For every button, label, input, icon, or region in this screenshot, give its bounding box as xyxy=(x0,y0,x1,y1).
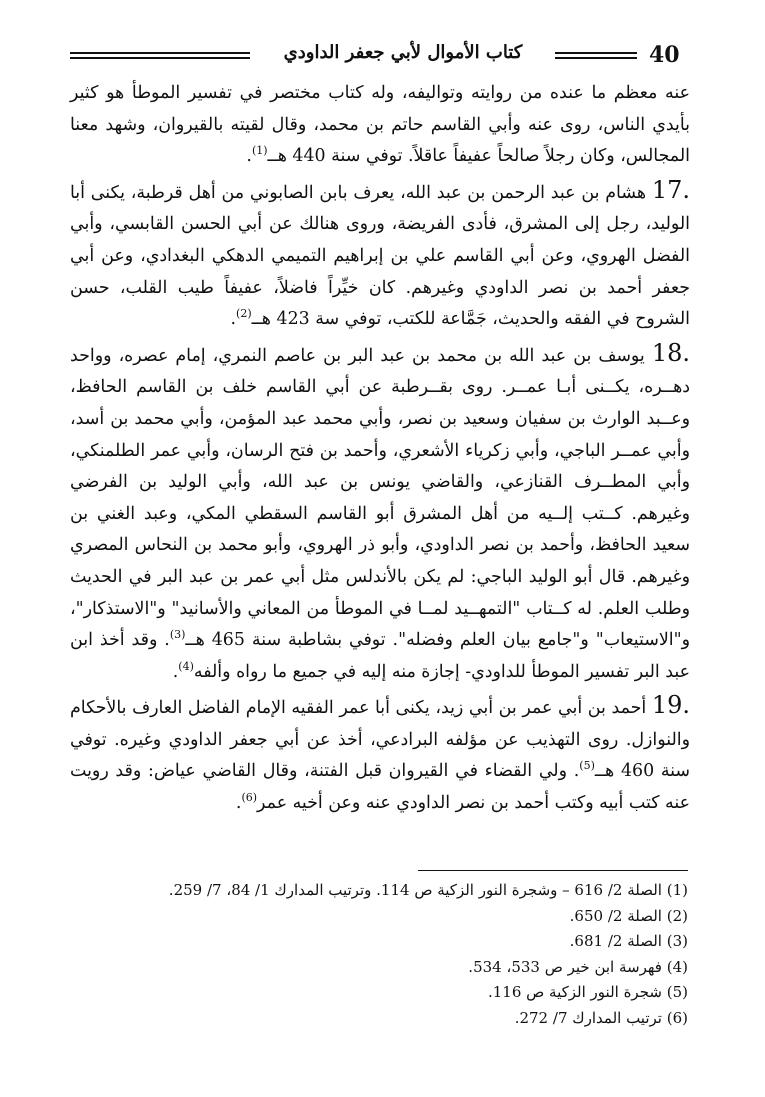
paragraph-text: . ولي القضاء في القيروان قبل الفتنة، وقال القاضي عياض: وقد رويت عنه كتب أبيه وكتب أحمد بن نصر الداودي عنه وعن أخيه عمر xyxy=(70,761,690,814)
header-rule-right xyxy=(555,52,637,59)
main-text xyxy=(70,78,690,822)
footnote-ref: (5) xyxy=(579,759,595,773)
footnotes xyxy=(70,878,688,1031)
footnote-item: (3) الصلة 2/ 681. xyxy=(569,932,688,950)
footnote-ref: (2) xyxy=(236,307,252,321)
paragraph-text: . وقد أخذ ابن عبد البر تفسير الموطأ للداودي- إجازة منه إليه في جميع ما رواه وألفه xyxy=(70,630,690,682)
footnote-item: (6) ترتيب المدارك 7/ 272. xyxy=(514,1008,688,1027)
paragraph-text: هشام بن عبد الرحمن بن عبد الله، يعرف بابن الصابوني من أهل قرطبة، يكنى أبا الوليد، رجل إلى المشرق، فأدى الفريضة، وروى هنالك عن أبي الحسن القابسي، وأبي الفضل الهروي، وعن أبي القاسم علي بن إبراهيم التميمي الدهكي البغدادي، وعن أبي جعفر أحمد بن نصر الداودي وغيرهم. كان خيِّراً فاضلاً، عفيفاً طيب القلب، حسن الشروح في الفقه والحديث، جَمَّاعة للكتب، توفي سة 423 هــ xyxy=(70,182,690,330)
paragraph-19: 19. أحمد بن أبي عمر بن أبي زيد، يكنى أبا عمر الفقيه الإمام الفاضل العارف بالأحكام والنوازل. روى التهذيب عن مؤلفه البرادعي، أخذ عن أبي جعفر الداودي وغيره. توفي سنة 460 هــ$^{(5)}$. ولي القضاء في القيروان قبل الفتنة، وقال القاضي عياض: وقد رويت عنه كتب أبيه وكتب أحمد بن نصر الداودي عنه وعن أخيه عمر$^{(6)}$. xyxy=(70,691,691,814)
entry-number: 18. xyxy=(651,338,690,367)
page-number: 40 xyxy=(649,42,680,68)
footnote-item: (4) فهرسة ابن خير ص 533، 534. xyxy=(468,957,688,976)
paragraph-18: 18. يوسف بن عبد الله بن محمد بن عبد البر بن عاصم النمري، إمام عصره، وواحد دهــره، يكــنى أبـا عمــر. روى بقــرطبة عن أبي القاسم خلف بن القاسم الحافظ، وعــبد الوارث بن سفيان وسعيد بن نصر، وأبي محمد عبد المؤمن، وأبي محمد بن أسد، وأبي عمــر الباجي، وأبي زكرياء الأشعري، وأحمد بن فتح الرسان، وأبي عمر الطلمنكي، وأبي المطــرف القنازعي، والقاضي يونس بن عبد الله، وأبي الوليد بن الفرضي وغيرهم. كــتب إلــيه من أهل المشرق أبو القاسم السقطي المكي، وعبد الغني بن سعيد الحافظ، وأحمد بن نصر الداودي، وأبو ذر الهروي، وأبو محمد بن النحاس المصري وغيرهم. قال أبو الوليد الباجي: لم يكن بالأندلس مثل أبي عمر بن عبد البر في الحديث وطلب العلم. له كــتاب "التمهــيد لمــا في الموطأ من المعاني والأسانيد" و"الاستذكار"، و"الاستيعاب" و"جامع بيان العلم وفضله". توفي بشاطبة سنة 465 هــ$^{(3)}$. وقد أخذ ابن عبد البر تفسير الموطأ للداودي- إجازة منه إليه في جميع ما رواه وألفه$^{(4)}$. xyxy=(70,338,691,682)
footnote-ref: (6) xyxy=(241,791,258,805)
header-rule-left xyxy=(70,52,250,59)
entry-number: 17. xyxy=(651,175,690,204)
paragraph-text: أحمد بن أبي عمر بن أبي زيد، يكنى أبا عمر الفقيه الإمام الفاضل العارف بالأحكام والنوازل. روى التهذيب عن مؤلفه البرادعي، أخذ عن أبي جعفر الداودي وغيره. توفي سنة 460 هــ xyxy=(70,698,691,782)
footnote-ref: (1) xyxy=(251,144,268,158)
running-title: كتاب الأموال لأبي جعفر الداودي xyxy=(283,42,523,63)
footnote-item: (2) الصلة 2/ 650. xyxy=(569,906,688,925)
footnote-item: (1) الصلة 2/ 616 – وشجرة النور الزكية ص 114. وترتيب المدارك 1/ 84، 7/ 259. xyxy=(168,881,688,899)
footnote-ref: (3) xyxy=(169,628,186,642)
footnote-ref: (4) xyxy=(178,659,194,673)
paragraph-intro: عنه معظم ما عنده من روايته وتواليفه، وله كتاب مختصر في تفسير الموطأ هو كثير بأيدي الناس، روى عنه وأبي القاسم حاتم بن محمد، وقال لقيته بالقيروان، وشهد معنا المجالس، وكان رجلاً صالحاً عفيفاً عاقلاً. توفي سنة 440 هــ$^{(1)}$. xyxy=(70,83,690,167)
footnote-item: (5) شجرة النور الزكية ص 116. xyxy=(487,983,688,1001)
entry-number: 19. xyxy=(651,691,690,720)
paragraph-text: يوسف بن عبد الله بن محمد بن عبد البر بن عاصم النمري، إمام عصره، وواحد دهــره، يكــنى أبـا عمــر. روى بقــرطبة عن أبي القاسم خلف بن القاسم الحافظ، وعــبد الوارث بن سفيان وسعيد بن نصر، وأبي محمد عبد المؤمن، وأبي محمد بن أسد، وأبي عمــر الباجي، وأبي زكرياء الأشعري، وأحمد بن فتح الرسان، وأبي عمر الطلمنكي، وأبي المطــرف القنازعي، والقاضي يونس بن عبد الله، وأبي الوليد بن الفرضي وغيرهم. كــتب إلــيه من أهل المشرق أبو القاسم السقطي المكي، وعبد الغني بن سعيد الحافظ، وأحمد بن نصر الداودي، وأبو ذر الهروي، وأبو محمد بن النحاس المصري وغيرهم. قال أبو الوليد الباجي: لم يكن بالأندلس مثل أبي عمر بن عبد البر في الحديث وطلب العلم. له كــتاب "التمهــيد لمــا في الموطأ من المعاني والأسانيد" و"الاستذكار"، و"الاستيعاب" و"جامع بيان العلم وفضله". توفي بشاطبة سنة 465 هــ xyxy=(70,345,691,651)
paragraph-17: 17. هشام بن عبد الرحمن بن عبد الله، يعرف بابن الصابوني من أهل قرطبة، يكنى أبا الوليد، رجل إلى المشرق، فأدى الفريضة، وروى هنالك عن أبي الحسن القابسي، وأبي الفضل الهروي، وعن أبي القاسم علي بن إبراهيم التميمي الدهكي البغدادي، وعن أبي جعفر أحمد بن نصر الداودي وغيرهم. كان خيِّراً فاضلاً، عفيفاً طيب القلب، حسن الشروح في الفقه والحديث، جَمَّاعة للكتب، توفي سة 423 هــ$^{(2)}$. xyxy=(70,175,690,330)
paragraph-text: عنه معظم ما عنده من روايته وتواليفه، وله كتاب مختصر في تفسير الموطأ هو كثير بأيدي الناس، روى عنه وأبي القاسم حاتم بن محمد، وقال لقيته بالقيروان، وشهد معنا المجالس، وكان رجلاً صالحاً عفيفاً عاقلاً. توفي سنة 440 هــ xyxy=(70,83,690,167)
footnote-separator xyxy=(418,870,688,871)
page-header xyxy=(70,40,690,74)
